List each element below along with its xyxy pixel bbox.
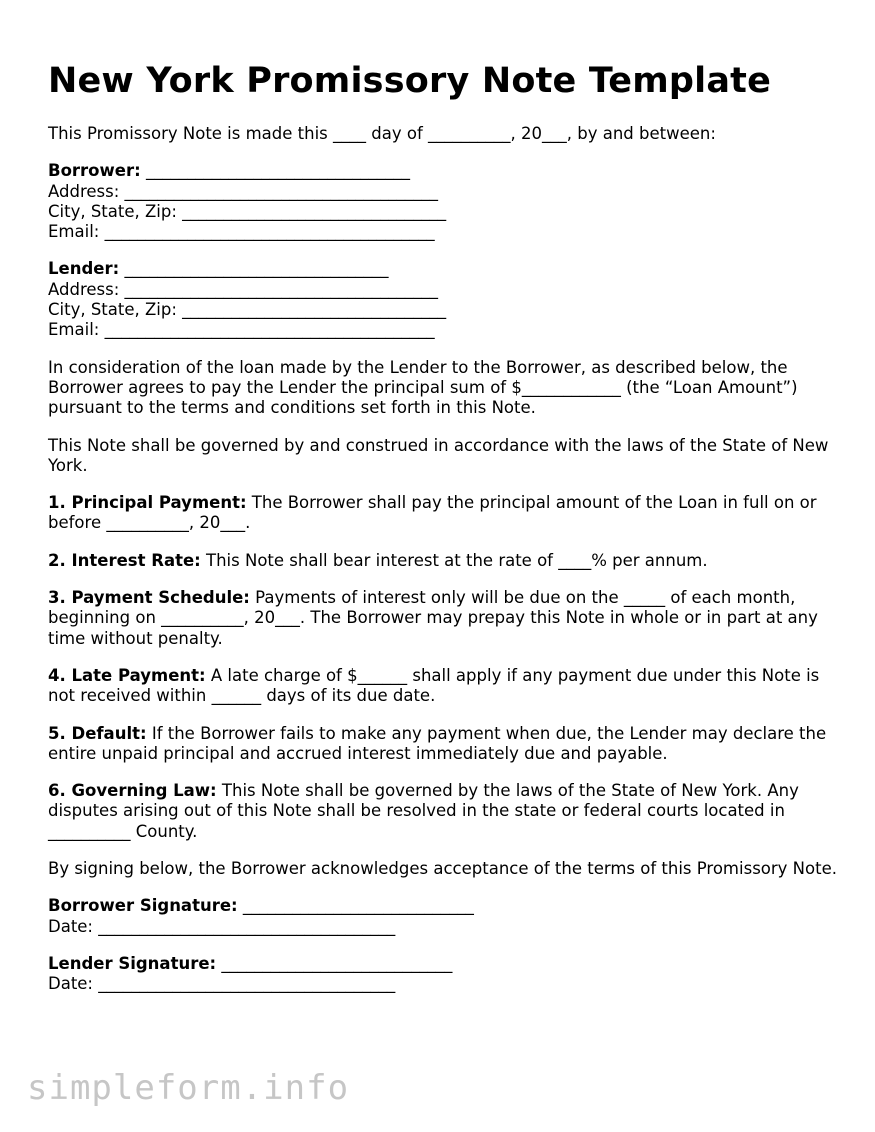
section-default: [48, 724, 838, 765]
section-label: 1. Principal Payment:: [48, 493, 247, 513]
acknowledgement-paragraph: By signing below, the Borrower acknowledges acceptance of the terms of this Promissory Note.: [48, 859, 837, 879]
borrower-name-line: [48, 161, 838, 181]
section-governing-law: [48, 781, 838, 842]
section-text: If the Borrower fails to make any payment when due, the Lender may declare the entire unpaid principal and accrued interest immediately due and payable.: [48, 723, 827, 763]
borrower-signature-date: Date: ____________________________________: [48, 916, 396, 936]
lender-email: Email: ________________________________________: [48, 320, 435, 340]
lender-signature-block: [48, 954, 838, 995]
section-interest-rate: [48, 551, 838, 571]
borrower-name-blank: ________________________________: [140, 161, 410, 181]
section-payment-schedule: [48, 588, 838, 649]
borrower-city-state-zip: City, State, Zip: ________________________________: [48, 201, 447, 221]
consideration-paragraph: In consideration of the loan made by the Lender to the Borrower, as described below, the Borrower agrees to pay the Lender the principal sum of $____________ (the “Loan Amount”) pursuant to the terms and conditions set forth in this Note.: [48, 357, 798, 418]
borrower-signature-block: [48, 896, 838, 937]
section-text: A late charge of $______ shall apply if any payment due under this Note is not received within ______ days of its due date.: [48, 665, 820, 706]
section-principal-payment: [48, 493, 838, 534]
borrower-address: Address: ______________________________________: [48, 181, 439, 201]
borrower-label: Borrower:: [48, 161, 141, 181]
lender-signature-label: Lender Signature:: [48, 953, 217, 973]
lender-signature-line: [48, 954, 838, 974]
lender-address: Address: ______________________________________: [48, 279, 439, 299]
section-text: The Borrower shall pay the principal amount of the Loan in full on or before __________, 20___.: [48, 493, 817, 533]
borrower-signature-line: [48, 896, 838, 916]
lender-label: Lender:: [48, 259, 120, 279]
section-label: 2. Interest Rate:: [48, 550, 201, 570]
lender-signature-blank: ____________________________: [216, 953, 453, 973]
section-text: This Note shall bear interest at the rate of ____% per annum.: [200, 550, 708, 570]
section-label: 6. Governing Law:: [48, 781, 217, 801]
page-title: New York Promissory Note Template: [48, 61, 772, 101]
section-label: 3. Payment Schedule:: [48, 588, 250, 608]
section-late-payment: [48, 666, 838, 707]
section-text: This Note shall be governed by the laws of the State of New York. Any disputes arising out of this Note shall be resolved in the state or federal courts located in __________ County.: [48, 781, 799, 841]
lender-city-state-zip: City, State, Zip: ________________________________: [48, 300, 447, 320]
governed-paragraph: This Note shall be governed by and construed in accordance with the laws of the State of New York.: [48, 435, 829, 475]
borrower-signature-blank: ____________________________: [237, 896, 474, 916]
section-label: 5. Default:: [48, 723, 147, 743]
watermark: simpleform.info: [27, 1068, 350, 1108]
lender-name-blank: ________________________________: [119, 259, 389, 279]
section-text: Payments of interest only will be due on the _____ of each month, beginning on __________, 20___. The Borrower may prepay this Note in whole or in part at any time without penalty.: [48, 588, 818, 648]
lender-block: [48, 259, 838, 340]
borrower-signature-label: Borrower Signature:: [48, 896, 238, 916]
lender-name-line: [48, 259, 838, 279]
intro-paragraph: This Promissory Note is made this ____ day of __________, 20___, by and between:: [48, 124, 716, 143]
borrower-block: [48, 161, 838, 242]
borrower-email: Email: ________________________________________: [48, 222, 435, 242]
section-label: 4. Late Payment:: [48, 665, 206, 685]
document-page: [48, 58, 838, 1012]
lender-signature-date: Date: ____________________________________: [48, 974, 396, 994]
